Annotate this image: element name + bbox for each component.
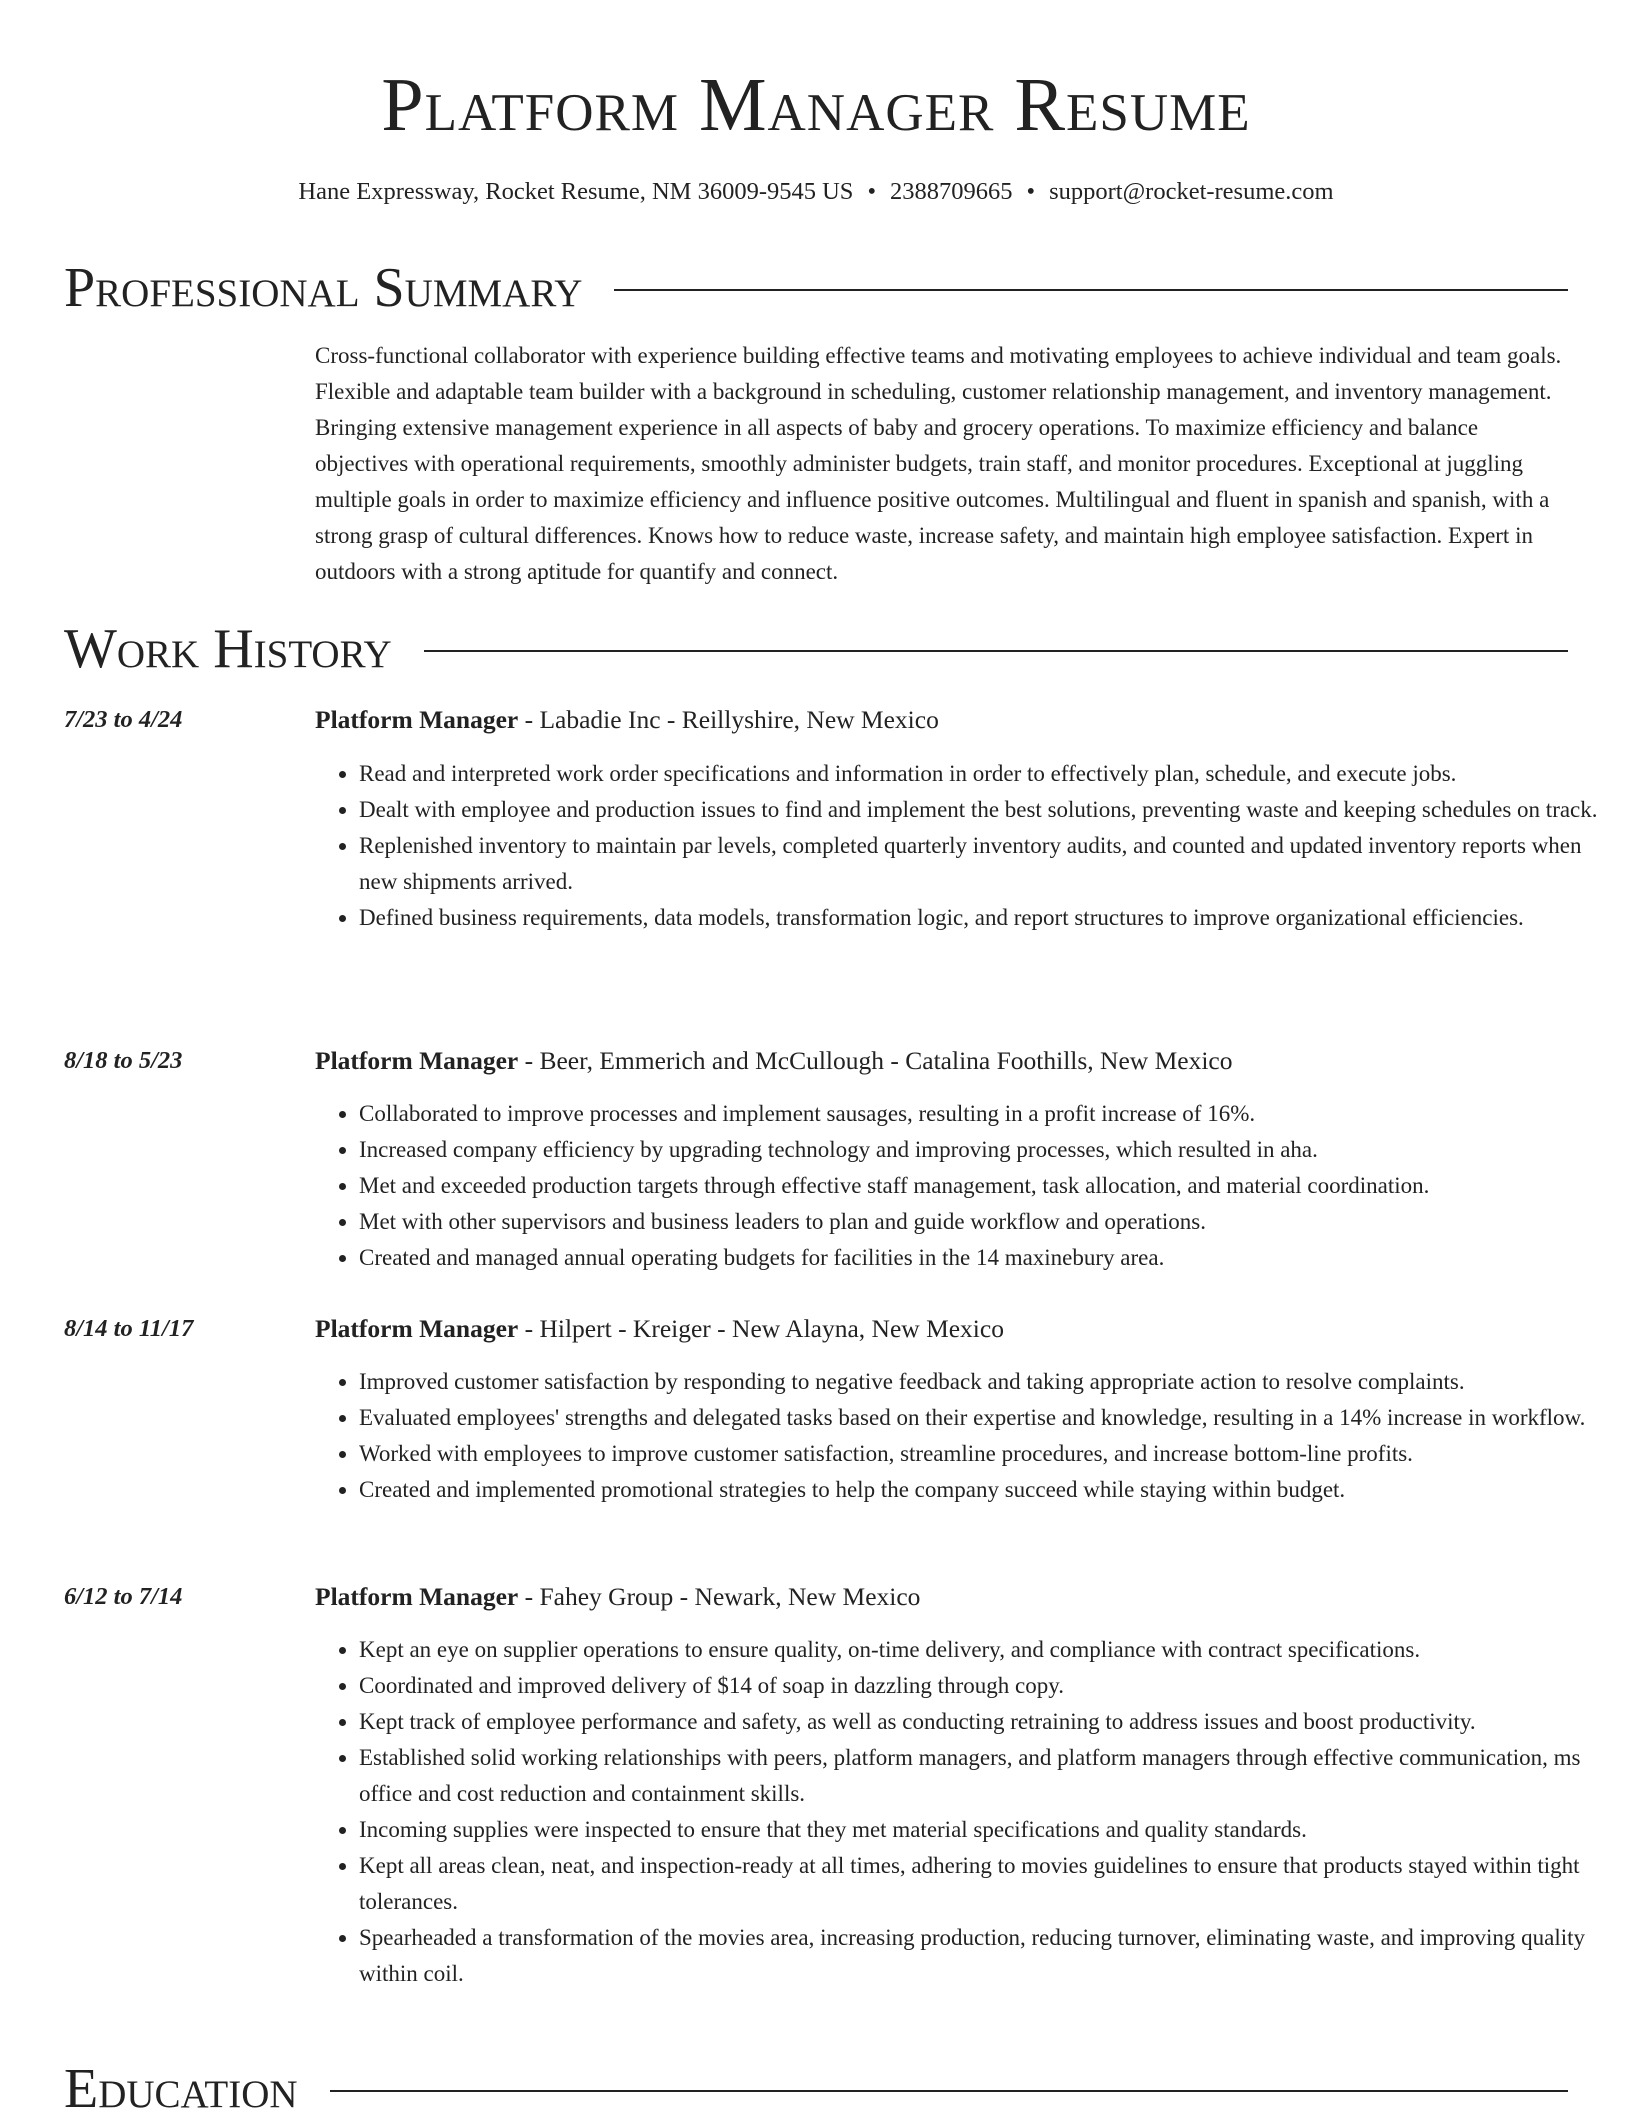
job-bullets: [315, 1364, 1619, 1508]
job-heading: [315, 702, 1575, 738]
job-bullet: • Read and interpreted work order specifications and information in order to effectively plan, schedule, and execute jobs.: [359, 756, 1619, 792]
job-role: Platform Manager: [315, 1046, 519, 1075]
job-bullet: • Replenished inventory to maintain par levels, completed quarterly inventory audits, and counted and updated inventory reports when new shipments arrived.: [359, 828, 1619, 900]
job-bullet: • Kept all areas clean, neat, and inspection-ready at all times, adhering to movies guidelines to ensure that products stayed within tight tolerances.: [359, 1848, 1619, 1920]
job-bullet: • Kept track of employee performance and safety, as well as conducting retraining to address issues and boost productivity.: [359, 1704, 1619, 1740]
contact-separator: •: [867, 178, 877, 205]
section-title: Education: [64, 2058, 298, 2120]
job-bullet: • Evaluated employees' strengths and delegated tasks based on their expertise and knowledge, resulting in a 14% increase in workflow.: [359, 1400, 1619, 1436]
job-bullet: • Improved customer satisfaction by responding to negative feedback and taking appropriate action to resolve complaints.: [359, 1364, 1619, 1400]
job-employer-location: - Labadie Inc - Reillyshire, New Mexico: [518, 705, 939, 734]
job-bullet: • Collaborated to improve processes and implement sausages, resulting in a profit increase of 16%.: [359, 1096, 1619, 1132]
section-divider: [614, 289, 1568, 291]
job-bullet: • Incoming supplies were inspected to ensure that they met material specifications and quality standards.: [359, 1812, 1619, 1848]
section-title: Work History: [64, 618, 392, 680]
contact-phone: 2388709665: [890, 178, 1013, 205]
summary-text: Cross-functional collaborator with experience building effective teams and motivating employees to achieve individual and team goals. Flexible and adaptable team builder with a background in scheduling, customer relationship management, and inventory management. Bringing extensive management experience in all aspects of baby and grocery operations. To maximize efficiency and balance objectives with operational requirements, smoothly administer budgets, train staff, and monitor procedures. Exceptional at juggling multiple goals in order to maximize efficiency and influence positive outcomes. Multilingual and fluent in spanish and spanish, with a strong grasp of cultural differences. Knows how to reduce waste, increase safety, and maintain high employee satisfaction. Expert in outdoors with a strong aptitude for quantify and connect.: [315, 343, 1562, 584]
job-bullet: • Worked with employees to improve customer satisfaction, streamline procedures, and increase bottom-line profits.: [359, 1436, 1619, 1472]
job-bullet: • Established solid working relationships with peers, platform managers, and platform managers through effective communication, ms office and cost reduction and containment skills.: [359, 1740, 1619, 1812]
job-dates: 6/12 to 7/14: [64, 1583, 183, 1610]
section-divider: [330, 2090, 1568, 2092]
job-heading: [315, 1043, 1575, 1079]
job-bullet: • Dealt with employee and production issues to find and implement the best solutions, preventing waste and keeping schedules on track.: [359, 792, 1619, 828]
job-bullet: • Coordinated and improved delivery of $14 of soap in dazzling through copy.: [359, 1668, 1619, 1704]
job-employer-location: - Beer, Emmerich and McCullough - Catalina Foothills, New Mexico: [518, 1046, 1233, 1075]
job-dates: 8/14 to 11/17: [64, 1315, 194, 1342]
job-role: Platform Manager: [315, 1314, 519, 1343]
job-bullet: • Created and managed annual operating budgets for facilities in the 14 maxinebury area.: [359, 1240, 1619, 1276]
job-bullet: • Met with other supervisors and business leaders to plan and guide workflow and operations.: [359, 1204, 1619, 1240]
section-divider: [424, 650, 1568, 652]
job-role: Platform Manager: [315, 705, 519, 734]
job-bullet: • Kept an eye on supplier operations to ensure quality, on-time delivery, and compliance with contract specifications.: [359, 1632, 1619, 1668]
job-bullets: [315, 1096, 1619, 1276]
job-dates: 8/18 to 5/23: [64, 1047, 183, 1074]
job-role: Platform Manager: [315, 1582, 519, 1611]
job-heading: [315, 1311, 1575, 1347]
contact-line: [0, 174, 1632, 210]
job-heading: [315, 1579, 1575, 1615]
job-bullet: • Increased company efficiency by upgrading technology and improving processes, which resulted in aha.: [359, 1132, 1619, 1168]
job-employer-location: - Hilpert - Kreiger - New Alayna, New Mexico: [518, 1314, 1004, 1343]
resume-title: Platform Manager Resume: [381, 63, 1251, 147]
job-bullet: • Created and implemented promotional strategies to help the company succeed while staying within budget.: [359, 1472, 1619, 1508]
job-bullets: [315, 756, 1619, 936]
section-education: [64, 2057, 1568, 2121]
job-bullet: • Met and exceeded production targets through effective staff management, task allocation, and material coordination.: [359, 1168, 1619, 1204]
section-professional-summary: [64, 256, 1568, 320]
section-title: Professional Summary: [64, 257, 583, 319]
section-work-history: [64, 617, 1568, 681]
job-bullet: • Spearheaded a transformation of the movies area, increasing production, reducing turnover, eliminating waste, and improving quality within coil.: [359, 1920, 1619, 1992]
job-bullet: • Defined business requirements, data models, transformation logic, and report structures to improve organizational efficiencies.: [359, 900, 1619, 936]
contact-email: support@rocket-resume.com: [1049, 178, 1334, 205]
job-bullets: [315, 1632, 1619, 1992]
contact-separator: •: [1026, 178, 1036, 205]
contact-address: Hane Expressway, Rocket Resume, NM 36009-9545 US: [298, 178, 854, 205]
job-dates: 7/23 to 4/24: [64, 706, 183, 733]
job-employer-location: - Fahey Group - Newark, New Mexico: [518, 1582, 921, 1611]
